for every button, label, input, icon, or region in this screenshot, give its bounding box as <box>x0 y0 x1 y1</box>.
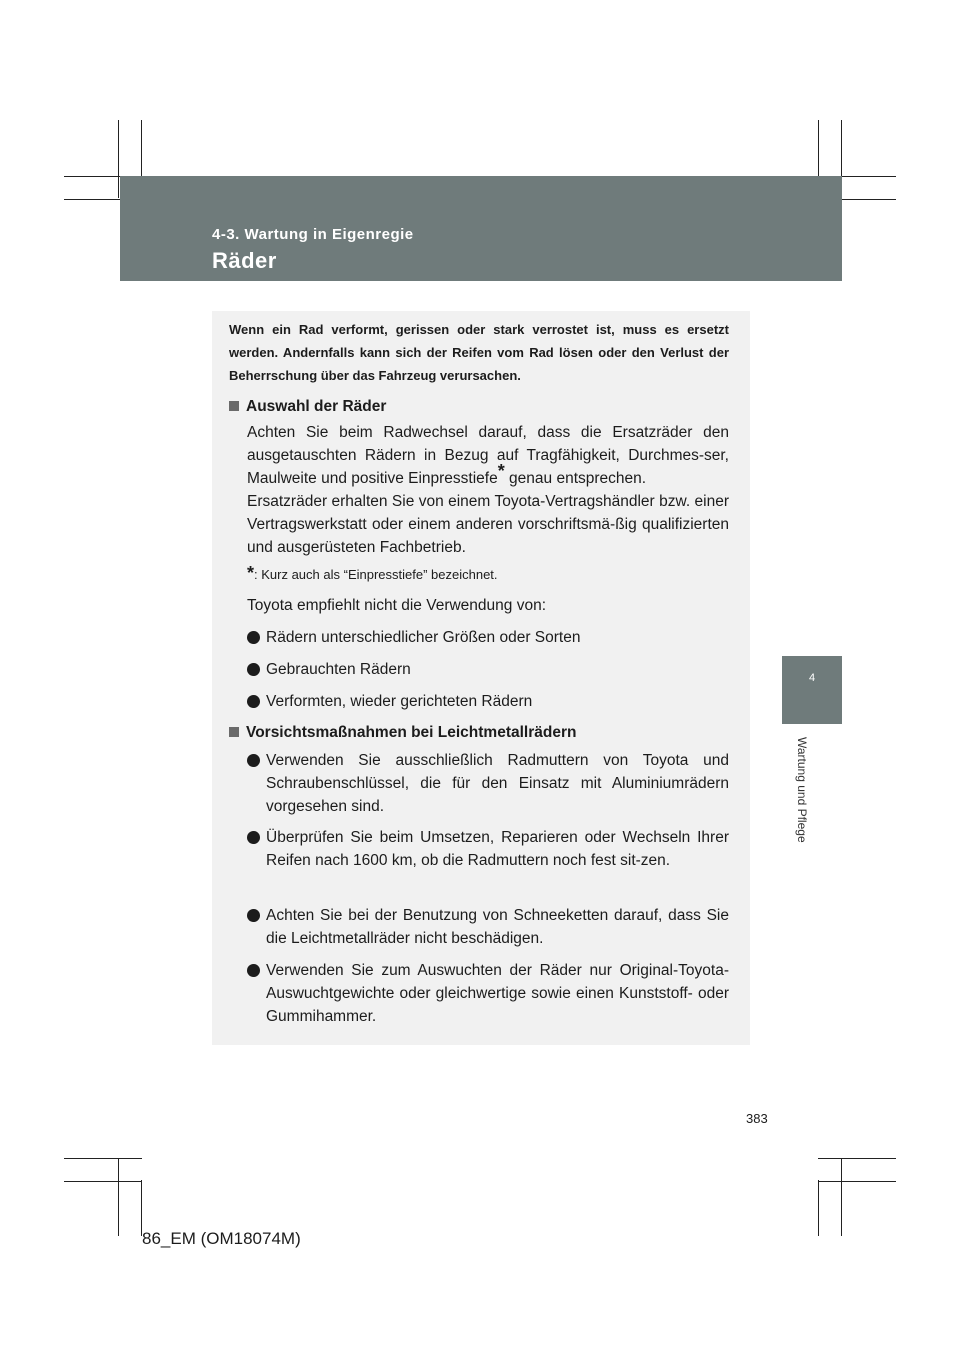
chapter-number: 4 <box>808 672 816 684</box>
paragraph-text: genau entsprechen. <box>504 470 647 487</box>
list-item-text: Verwenden Sie ausschließlich Radmuttern von Toyota und Schraubenschlüssel, die für den Einsatz mit Aluminiumrädern vorgesehen sind. <box>266 752 729 815</box>
page-number: 383 <box>746 1111 768 1126</box>
page-title: Räder <box>212 248 277 273</box>
chapter-label: Wartung und Pflege <box>795 737 809 843</box>
square-bullet-icon <box>229 401 239 411</box>
crop-mark <box>818 1158 896 1159</box>
list-item <box>247 626 729 649</box>
list-item-text: Verformten, wieder gerichteten Rädern <box>266 693 533 710</box>
list-item-text: Achten Sie bei der Benutzung von Schneeketten darauf, dass Sie die Leichtmetallräder nicht beschädigen. <box>266 907 729 947</box>
paragraph-text: Achten Sie beim Radwechsel darauf, dass die Ersatzräder den ausgetauschten Rädern in Bezug auf Tragfähigkeit, Durchmes-ser, Maulweite und positive Einpresstiefe <box>247 424 729 487</box>
bullet-dot-icon <box>247 695 260 708</box>
crop-mark <box>118 1158 119 1236</box>
heading-text: Vorsichtsmaßnahmen bei Leichtmetallrädern <box>246 724 577 741</box>
list-item-text: Rädern unterschiedlicher Größen oder Sorten <box>266 629 581 646</box>
crop-mark <box>818 1180 819 1236</box>
crop-mark <box>64 1158 142 1159</box>
bullet-dot-icon <box>247 909 260 922</box>
square-bullet-icon <box>229 727 239 737</box>
list-item <box>247 749 729 818</box>
list-item <box>247 690 729 713</box>
section-heading <box>229 724 576 742</box>
list-item-text: Überprüfen Sie beim Umsetzen, Reparieren oder Wechseln Ihrer Reifen nach 1600 km, ob die Radmuttern noch fest sit-zen. <box>266 829 729 869</box>
document-code: 86_EM (OM18074M) <box>142 1229 301 1248</box>
bullet-dot-icon <box>247 663 260 676</box>
list-item-text: Verwenden Sie zum Auswuchten der Räder nur Original-Toyota-Auswuchtgewichte oder gleichwertige sowie einen Kunststoff- oder Gummihammer. <box>266 962 729 1025</box>
footnote-text: : Kurz auch als “Einpresstiefe” bezeichnet. <box>254 567 498 582</box>
intro-warning: Wenn ein Rad verformt, gerissen oder stark verrostet ist, muss es ersetzt werden. Andernfalls kann sich der Reifen vom Rad lösen oder den Verlust der Beherrschung über das Fahrzeug verursachen. <box>229 322 729 383</box>
footnote <box>247 563 729 584</box>
asterisk-mark: * <box>247 563 255 583</box>
bullet-dot-icon <box>247 831 260 844</box>
crop-mark <box>818 1181 896 1182</box>
list-item-text: Gebrauchten Rädern <box>266 661 411 678</box>
section-heading <box>229 398 386 416</box>
crop-mark <box>141 1180 142 1236</box>
crop-mark <box>64 1181 142 1182</box>
heading-text: Auswahl der Räder <box>246 398 387 415</box>
asterisk-mark: * <box>497 460 505 481</box>
bullet-dot-icon <box>247 754 260 767</box>
bullet-dot-icon <box>247 964 260 977</box>
paragraph <box>247 421 729 490</box>
paragraph: Ersatzräder erhalten Sie von einem Toyota-Vertragshändler bzw. einer Vertragswerkstatt oder einem anderen vorschriftsmä-ßig qualifizierten und ausgerüsteten Fachbetrieb. <box>247 493 729 556</box>
chapter-tab <box>782 656 842 724</box>
list-item <box>247 658 729 681</box>
list-item <box>247 904 729 950</box>
section-label: 4-3. Wartung in Eigenregie <box>212 226 414 243</box>
crop-mark <box>118 120 119 198</box>
paragraph: Toyota empfiehlt nicht die Verwendung von: <box>247 597 546 614</box>
content-box <box>212 311 750 1045</box>
list-item <box>247 959 729 1028</box>
crop-mark <box>841 1158 842 1236</box>
bullet-dot-icon <box>247 631 260 644</box>
list-item <box>247 826 729 872</box>
header-band <box>120 176 842 281</box>
